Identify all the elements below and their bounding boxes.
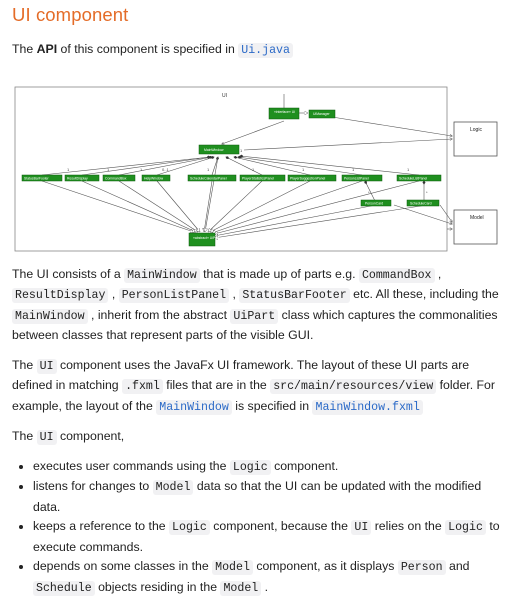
list-text: executes user commands using the [33,459,230,473]
model-package-label: Model [470,215,484,221]
list-text: objects residing in the [95,580,221,594]
class-command-box-label: CommandBox [105,176,127,180]
code-logic: Logic [445,520,486,535]
class-result-display-label: ResultDisplay [67,176,88,180]
para-text: component, [57,429,125,443]
code-main-window-fxml-link: MainWindow.fxml [312,400,422,415]
ui-java-code: Ui.java [238,43,293,58]
ui-java-link[interactable] [238,42,293,56]
ui-component-lead [12,427,501,448]
ui-package-label: UI [222,93,227,99]
para-text: folder. For example, the layout of the [12,378,495,413]
list-item [33,557,501,598]
code-logic: Logic [169,520,210,535]
list-item [33,517,501,557]
list-item [33,477,501,517]
intro-text: of this component is specified in [57,42,238,56]
multiplicity-label: 1 [207,167,210,172]
list-text: relies on the [371,519,445,533]
class-diagram [12,84,501,256]
para-text: , inherit from the abstract [88,308,231,322]
para-text: , [229,287,239,301]
intro-text: The [12,42,37,56]
para-text: , [108,287,118,301]
multiplicity-label: 1 [107,167,110,172]
list-text: listens for changes to [33,479,153,493]
ui-description-paragraph [12,265,501,346]
code-view-folder: src/main/resources/view [270,379,436,394]
class-main-window-label: MainWindow [204,148,224,152]
para-text: The [12,358,37,372]
multiplicity-label: 1 [302,167,305,172]
class-ui-part-label: «abstract» UiPart [193,236,219,240]
class-player-suggestion-panel-label: PlayerSuggestionPanel [290,176,325,180]
code-main-window: MainWindow [124,268,200,283]
list-text: and [446,559,470,573]
code-model: Model [153,480,194,495]
class-ui-interface-label: «interface» Ui [274,110,295,114]
list-text: depends on some classes in the [33,559,212,573]
list-text: . [261,580,268,594]
section-heading: UI component [12,0,501,26]
code-model: Model [220,581,261,596]
class-player-statistics-panel-label: PlayerStatisticsPanel [242,176,274,180]
api-bold: API [37,42,58,56]
multiplicity-label: 1 [352,167,355,172]
javafx-paragraph [12,356,501,418]
para-text: class which captures the commonalities between classes that represent parts of the visible GUI. [12,308,498,343]
multiplicity-label: 1 [140,167,143,172]
main-window-fxml-link[interactable] [312,399,422,413]
multiplicity-label: * [426,190,428,195]
code-command-box: CommandBox [359,268,435,283]
list-text: component, as it displays [253,559,398,573]
para-text: that is made up of parts e.g. [200,267,359,281]
para-text: etc. All these, including the [350,287,499,301]
api-intro [12,40,501,61]
class-ui-manager-label: UiManager [313,112,330,116]
para-text: The [12,429,37,443]
code-model: Model [212,560,253,575]
code-ui-part: UiPart [230,309,278,324]
code-person: Person [398,560,446,575]
code-ui: UI [351,520,371,535]
ui-responsibilities-list [12,457,501,598]
class-status-bar-footer-label: StatusBarFooter [24,176,50,180]
code-fxml: .fxml [122,379,163,394]
code-ui: UI [37,430,57,445]
multiplicity-label: 1 [252,167,255,172]
class-help-window-label: HelpWindow [144,176,164,180]
class-schedule-calendar-panel-label: ScheduleCalendarPanel [190,176,227,180]
code-main-window: MainWindow [12,309,88,324]
code-ui: UI [37,359,57,374]
class-person-list-panel-label: PersonListPanel [344,176,369,180]
para-text: is specified in [232,399,313,413]
code-status-bar-footer: StatusBarFooter [239,288,349,303]
para-text: files that are in the [163,378,270,392]
list-text: to execute commands. [33,519,500,554]
code-logic: Logic [230,460,271,475]
list-text: component, because the [210,519,352,533]
code-result-display: ResultDisplay [12,288,108,303]
para-text: component uses the JavaFx UI framework. The layout of these UI parts are defined in matching [12,358,469,393]
multiplicity-label: * [368,190,370,195]
para-text: , [435,267,442,281]
class-schedule-card-label: ScheduleCard [410,201,432,205]
list-item [33,457,501,478]
list-text: keeps a reference to the [33,519,169,533]
main-window-link[interactable] [156,399,232,413]
logic-package-label: Logic [470,127,482,133]
list-text: data so that the UI can be updated with the modified data. [33,479,481,514]
multiplicity-label: 1 [407,167,410,172]
code-main-window-link: MainWindow [156,400,232,415]
code-schedule: Schedule [33,581,95,596]
multiplicity-label: 0..1 [162,167,169,172]
multiplicity-label: 1 [240,148,243,153]
list-text: component. [271,459,339,473]
code-person-list-panel: PersonListPanel [119,288,229,303]
class-person-card-label: PersonCard [365,201,383,205]
multiplicity-label: 1 [67,167,70,172]
para-text: The UI consists of a [12,267,124,281]
class-schedule-list-panel-label: ScheduleListPanel [399,176,427,180]
